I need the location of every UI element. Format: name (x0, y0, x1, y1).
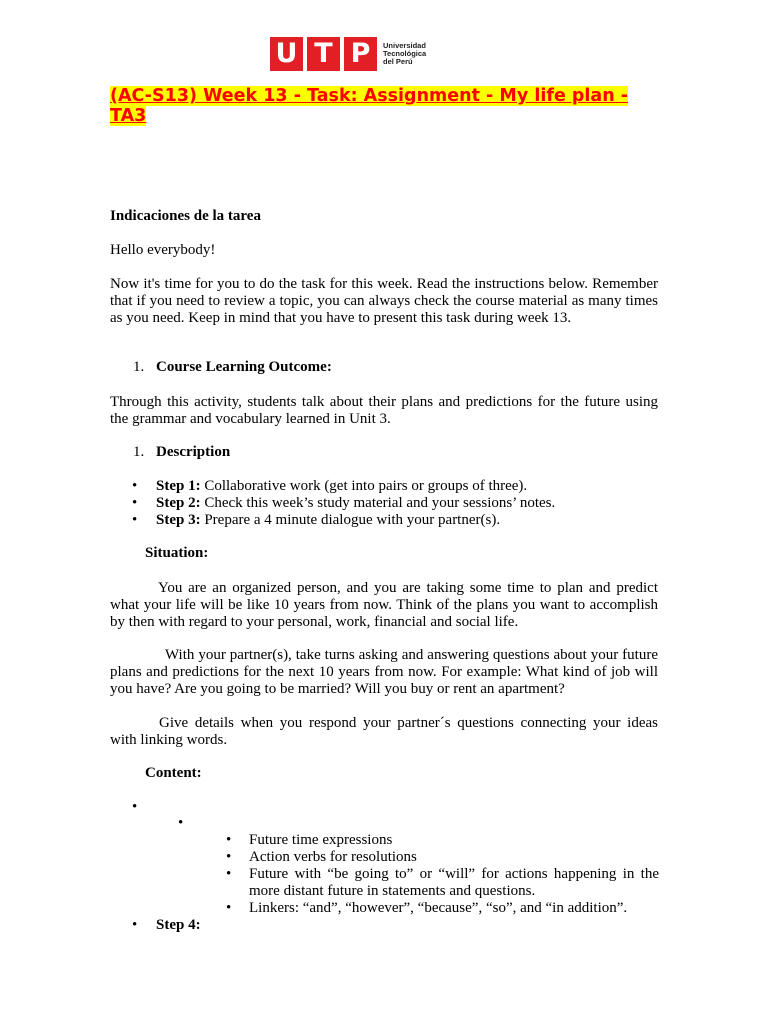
step-item: Step 2: Check this week’s study material and your sessions’ notes. (156, 495, 556, 511)
utp-logo (270, 37, 426, 71)
content-item: Action verbs for resolutions (249, 849, 417, 865)
instructions-heading: Indicaciones de la tarea (110, 208, 261, 224)
content-item: Future with “be going to” or “will” for actions happening in the more distant future in statements and questions. (249, 866, 659, 899)
bullet-icon: • (226, 866, 232, 882)
situation-paragraph-1: You are an organized person, and you are taking some time to plan and predict what your life will be like 10 years from now. Think of the plans you want to accomplish by then with regard to your personal, work, financial and social life. (110, 580, 658, 630)
situation-paragraph-3: Give details when you respond your partner´s questions connecting your ideas with linking words. (110, 715, 658, 748)
bullet-icon: • (226, 849, 232, 865)
section-title-outcome: Course Learning Outcome: (156, 359, 332, 375)
section-number: 1. (133, 444, 145, 460)
logo-line-2: Tecnológica (383, 49, 427, 58)
intro-paragraph: Now it's time for you to do the task for this week. Read the instructions below. Remember that if you need to review a topic, you can always check the course material as many times as you need. Keep in mind that you have to present this task during week 13. (110, 276, 658, 326)
bullet-icon: • (132, 512, 138, 528)
logo-letter-u: U (275, 38, 298, 69)
bullet-icon: • (132, 917, 138, 933)
step-item: Step 3: Prepare a 4 minute dialogue with your partner(s). (156, 512, 501, 528)
logo-line-3: del Perú (383, 57, 413, 66)
situation-paragraph-2: With your partner(s), take turns asking and answering questions about your future plans and predictions for the next 10 years from now. For example: What kind of job will you have? Are you going to be married? Will you buy or rent an apartment? (110, 647, 658, 697)
bullet-icon: • (132, 799, 138, 815)
logo-mark (270, 37, 377, 71)
title-text: (AC-S13) Week 13 - Task: Assignment - My life plan - TA3 (110, 86, 629, 126)
bullet-icon: • (132, 478, 138, 494)
bullet-icon: • (178, 815, 184, 831)
step-4-label: Step 4: (156, 917, 201, 933)
bullet-icon: • (226, 832, 232, 848)
content-heading: Content: (145, 765, 202, 781)
bullet-icon: • (132, 495, 138, 511)
assignment-title-link[interactable] (110, 86, 660, 126)
step-item: Step 1: Collaborative work (get into pairs or groups of three). (156, 478, 528, 494)
logo-letter-p: P (350, 38, 371, 69)
section-number: 1. (133, 359, 145, 375)
bullet-icon: • (226, 900, 232, 916)
logo-wordmark (383, 42, 426, 66)
logo-letter-t: T (314, 38, 333, 69)
content-item: Future time expressions (249, 832, 393, 848)
outcome-paragraph: Through this activity, students talk about their plans and predictions for the future using the grammar and vocabulary learned in Unit 3. (110, 394, 658, 427)
section-title-description: Description (156, 444, 231, 460)
situation-heading: Situation: (145, 545, 209, 561)
logo-line-1: Universidad (383, 41, 426, 50)
content-item: Linkers: “and”, “however”, “because”, “so”, and “in addition”. (249, 900, 628, 916)
greeting-text: Hello everybody! (110, 242, 216, 258)
